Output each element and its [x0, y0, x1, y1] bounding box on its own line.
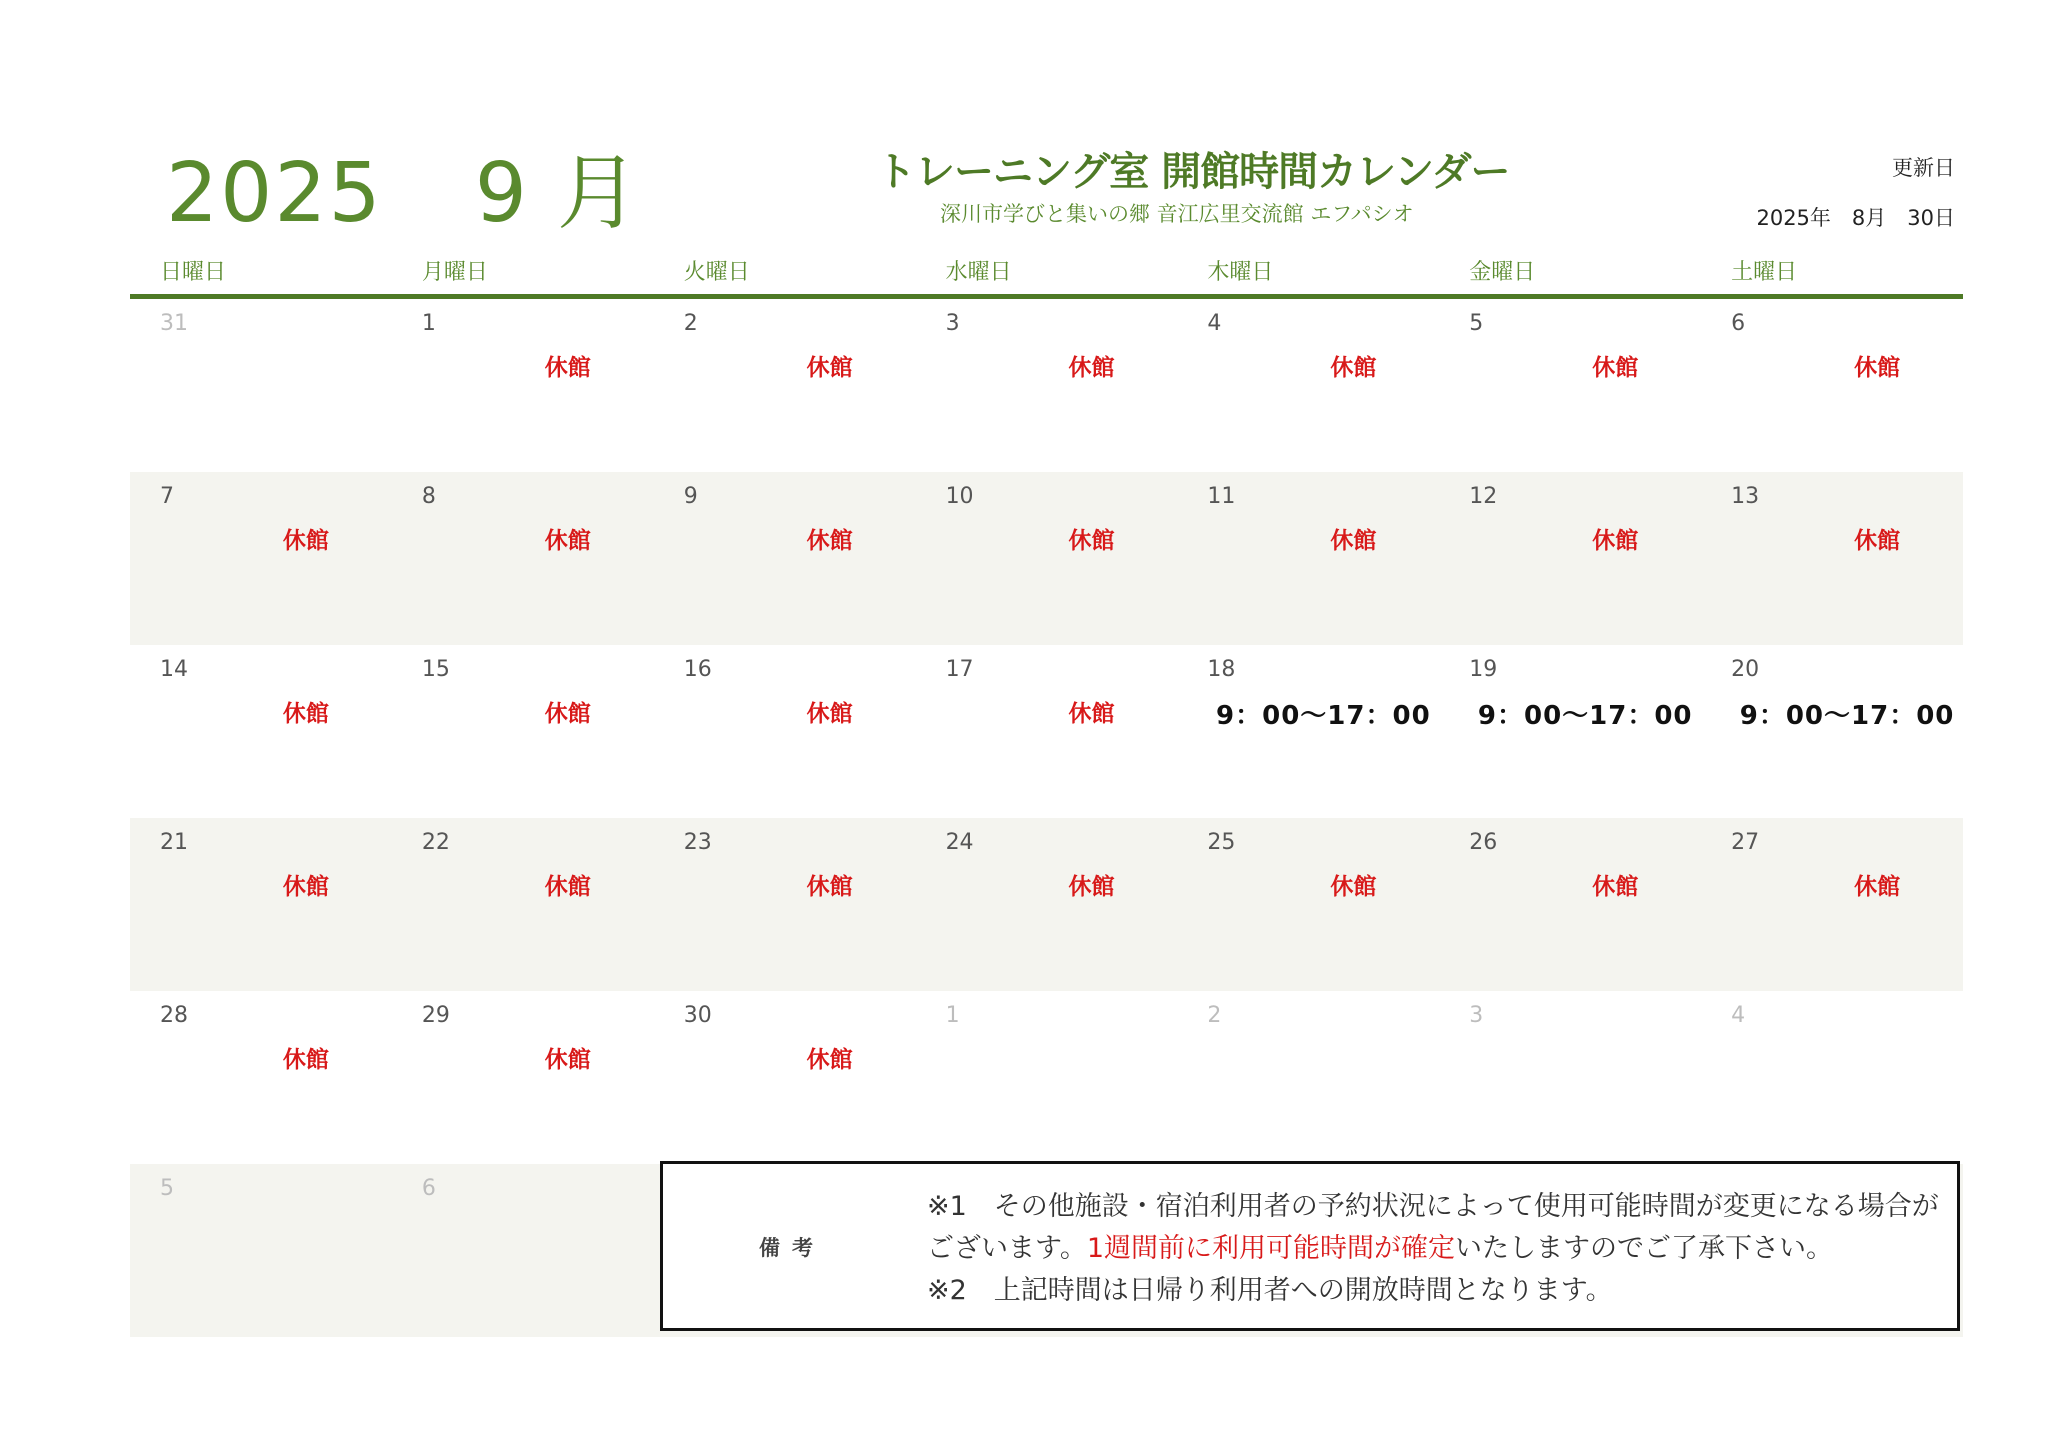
note-line-2-a: ございます。: [927, 1233, 1087, 1264]
closed-label: 休館: [282, 874, 329, 900]
closed-label: 休館: [1592, 874, 1639, 900]
day-number: 9: [683, 484, 698, 509]
closed-label: 休館: [282, 1047, 329, 1073]
closed-label: 休館: [282, 701, 329, 727]
day-number: 12: [1469, 484, 1498, 509]
calendar-day-cell: [916, 818, 1178, 991]
calendar-day-cell: [392, 299, 654, 472]
day-number: 1: [945, 1003, 960, 1028]
calendar-day-cell: [1177, 472, 1439, 645]
closed-label: 休館: [806, 528, 853, 554]
calendar-day-cell: [1701, 818, 1963, 991]
day-number: 21: [160, 830, 188, 855]
weekday-wed: 水曜日: [945, 260, 1012, 285]
calendar-day-cell: [130, 991, 392, 1164]
calendar-day-cell: [392, 645, 654, 818]
day-number: 3: [945, 311, 960, 336]
calendar-day-cell: [1439, 818, 1701, 991]
notes-box: [660, 1161, 1960, 1331]
day-number: 10: [945, 484, 974, 509]
note-line-1: ※1 その他施設・宿泊利用者の予約状況によって使用可能時間が変更になる場合が: [927, 1191, 1939, 1222]
closed-label: 休館: [1854, 355, 1901, 381]
day-number: 27: [1731, 830, 1760, 855]
closed-label: 休館: [544, 528, 591, 554]
closed-label: 休館: [1592, 355, 1639, 381]
day-number: 16: [683, 657, 712, 682]
opening-hours: 9：00～17：00: [1477, 701, 1693, 731]
day-number: 8: [421, 484, 436, 509]
day-number: 19: [1469, 657, 1498, 682]
calendar-week: [130, 472, 1963, 645]
opening-hours: 9：00～17：00: [1216, 701, 1431, 731]
calendar-day-cell: [654, 472, 916, 645]
closed-label: 休館: [544, 355, 591, 381]
page-title: トレーニング室 開館時間カレンダー: [876, 149, 1510, 195]
notes-body: [927, 1186, 1951, 1312]
closed-label: 休館: [806, 1047, 853, 1073]
closed-label: 休館: [544, 701, 591, 727]
closed-label: 休館: [1068, 355, 1115, 381]
weekday-header: [130, 252, 1963, 299]
calendar-day-cell: [654, 645, 916, 818]
day-number: 23: [683, 830, 712, 855]
note-line-2-highlight: 1週間前に利用可能時間が確定: [1086, 1233, 1456, 1264]
calendar-day-cell: [392, 991, 654, 1164]
day-number: 14: [160, 657, 188, 682]
day-number: 26: [1469, 830, 1498, 855]
calendar-day-cell: [1701, 299, 1963, 472]
calendar-day-cell: [1177, 299, 1439, 472]
closed-label: 休館: [544, 1047, 591, 1073]
calendar-day-cell: [1177, 645, 1439, 818]
day-number: 18: [1207, 657, 1236, 682]
day-number: 29: [421, 1003, 450, 1028]
calendar-day-cell: [1439, 299, 1701, 472]
closed-label: 休館: [1330, 528, 1377, 554]
day-number: 15: [421, 657, 450, 682]
weekday-sun: 日曜日: [160, 260, 227, 285]
note-line-2: [927, 1228, 1951, 1270]
day-number: 4: [1731, 1003, 1746, 1028]
closed-label: 休館: [806, 701, 853, 727]
calendar-day-cell: [1701, 645, 1963, 818]
day-number: 13: [1731, 484, 1760, 509]
day-number: 22: [421, 830, 450, 855]
day-number: 4: [1207, 311, 1222, 336]
calendar-day-cell: [1439, 991, 1701, 1164]
calendar-week: [130, 299, 1963, 472]
weekday-fri: 金曜日: [1469, 260, 1536, 285]
day-number: 1: [421, 311, 436, 336]
day-number: 24: [945, 830, 974, 855]
calendar-day-cell: [130, 645, 392, 818]
day-number: 28: [160, 1003, 188, 1028]
day-number: 3: [1469, 1003, 1484, 1028]
calendar-day-cell: [1701, 991, 1963, 1164]
calendar-month: 9 月: [474, 146, 641, 241]
calendar-day-cell: [392, 818, 654, 991]
calendar-day-cell: [130, 472, 392, 645]
calendar-week: [130, 991, 1963, 1164]
closed-label: 休館: [1592, 528, 1639, 554]
weekday-mon: 月曜日: [421, 260, 488, 285]
calendar-day-cell: [1439, 645, 1701, 818]
closed-label: 休館: [1330, 874, 1377, 900]
day-number: 5: [1469, 311, 1484, 336]
calendar-day-cell: [654, 991, 916, 1164]
day-number: 7: [160, 484, 174, 509]
closed-label: 休館: [806, 874, 853, 900]
closed-label: 休館: [1854, 874, 1901, 900]
calendar-year-month: [166, 128, 641, 245]
calendar-day-cell: [916, 991, 1178, 1164]
calendar-day-cell: [392, 1164, 654, 1337]
closed-label: 休館: [282, 528, 329, 554]
calendar-day-cell: [654, 818, 916, 991]
calendar-year: 2025: [166, 146, 383, 241]
calendar-day-cell: [130, 1164, 392, 1337]
calendar-day-cell: [392, 472, 654, 645]
day-number: 6: [1731, 311, 1746, 336]
day-number: 25: [1207, 830, 1236, 855]
calendar-day-cell: [1439, 472, 1701, 645]
calendar-day-cell: [130, 299, 392, 472]
closed-label: 休館: [1068, 701, 1115, 727]
weekday-sat: 土曜日: [1731, 260, 1798, 285]
closed-label: 休館: [1068, 528, 1115, 554]
closed-label: 休館: [806, 355, 853, 381]
closed-label: 休館: [544, 874, 591, 900]
day-number: 2: [1207, 1003, 1222, 1028]
day-number: 6: [421, 1176, 436, 1201]
notes-label: 備考: [759, 1236, 825, 1260]
day-number: 2: [683, 311, 698, 336]
note-line-2-b: いたしますのでご了承下さい。: [1455, 1233, 1834, 1264]
facility-name: 深川市学びと集いの郷 音江広里交流館 エフパシオ: [940, 202, 1414, 226]
closed-label: 休館: [1330, 355, 1377, 381]
calendar-week: [130, 818, 1963, 991]
day-number: 17: [945, 657, 974, 682]
calendar-week: [130, 645, 1963, 818]
calendar-day-cell: [916, 299, 1178, 472]
calendar-day-cell: [1177, 991, 1439, 1164]
updated-label: 更新日: [1892, 156, 1955, 180]
closed-label: 休館: [1854, 528, 1901, 554]
day-number: 30: [683, 1003, 712, 1028]
note-line-3: ※2 上記時間は日帰り利用者への開放時間となります。: [927, 1275, 1613, 1306]
weekday-thu: 木曜日: [1207, 260, 1274, 285]
calendar-day-cell: [916, 645, 1178, 818]
calendar-day-cell: [130, 818, 392, 991]
calendar-day-cell: [1701, 472, 1963, 645]
calendar-day-cell: [1177, 818, 1439, 991]
day-number: 5: [160, 1176, 174, 1201]
day-number: 31: [160, 311, 188, 336]
calendar-day-cell: [916, 472, 1178, 645]
day-number: 20: [1731, 657, 1760, 682]
closed-label: 休館: [1068, 874, 1115, 900]
day-number: 11: [1207, 484, 1236, 509]
updated-date: 2025年 8月 30日: [1756, 206, 1955, 230]
weekday-tue: 火曜日: [683, 260, 750, 285]
calendar-day-cell: [654, 299, 916, 472]
opening-hours: 9：00～17：00: [1739, 701, 1955, 731]
